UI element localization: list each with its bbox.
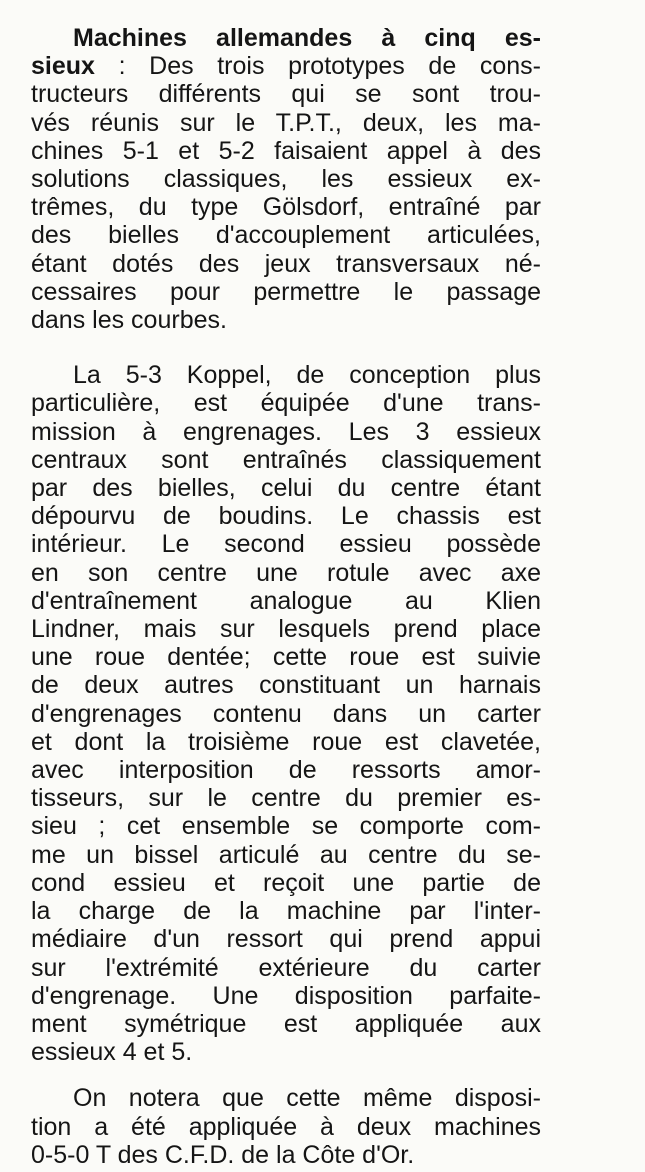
text-line: Machines allemandes à cinq es- <box>73 24 541 52</box>
text-line: centraux sont entraînés classiquement <box>31 445 541 474</box>
text-line: des bielles d'accouplement articulées, <box>31 221 541 250</box>
text-line: dans les courbes. <box>31 306 227 335</box>
text-line: tisseurs, sur le centre du premier es- <box>31 784 541 813</box>
text-line: d'engrenages contenu dans un carter <box>31 699 541 728</box>
text-line <box>31 52 541 80</box>
text-line: mission à engrenages. Les 3 essieux <box>31 417 541 446</box>
text-line: sur l'extrémité extérieure du carter <box>31 953 541 982</box>
text-line: dépourvu de boudins. Le chassis est <box>31 502 541 531</box>
bold-term: sieux <box>31 52 95 81</box>
text-line: cond essieu et reçoit une partie de <box>31 868 541 897</box>
text-line: me un bissel articulé au centre du se- <box>31 840 541 869</box>
text-line: cessaires pour permettre le passage <box>31 277 541 306</box>
text-line: en son centre une rotule avec axe <box>31 558 541 587</box>
text-line: ment symétrique est appliquée aux <box>31 1009 541 1038</box>
text-line: une roue dentée; cette roue est suivie <box>31 643 541 672</box>
text-line: de deux autres constituant un harnais <box>31 671 541 700</box>
text-line: par des bielles, celui du centre étant <box>31 474 541 503</box>
text-line: étant dotés des jeux transversaux né- <box>31 249 541 278</box>
text-line: Lindner, mais sur lesquels prend place <box>31 615 541 644</box>
text-line: d'entraînement analogue au Klien <box>31 586 541 615</box>
text-line: essieux 4 et 5. <box>31 1038 193 1067</box>
text-line: la charge de la machine par l'inter- <box>31 897 541 926</box>
text-line: intérieur. Le second essieu possède <box>31 530 541 559</box>
text-line: sieu ; cet ensemble se comporte com- <box>31 812 541 841</box>
text-line: vés réunis sur le T.P.T., deux, les ma- <box>31 108 541 137</box>
text-fragment: : Des trois prototypes de cons- <box>94 52 541 81</box>
paragraph-german-five-axle <box>31 24 541 334</box>
text-line: particulière, est équipée d'une trans- <box>31 389 541 418</box>
text-line: tructeurs différents qui se sont trou- <box>31 80 541 109</box>
text-line: tion a été appliquée à deux machines <box>31 1112 541 1141</box>
text-line: d'engrenage. Une disposition parfaite- <box>31 981 541 1010</box>
text-line: médiaire d'un ressort qui prend appui <box>31 925 541 954</box>
text-line: trêmes, du type Gölsdorf, entraîné par <box>31 193 541 222</box>
text-line: 0-5-0 T des C.F.D. de la Côte d'Or. <box>31 1140 415 1169</box>
paragraph-cfd-note <box>31 1084 541 1169</box>
text-line: et dont la troisième roue est clavetée, <box>31 727 541 756</box>
text-line: chines 5-1 et 5-2 faisaient appel à des <box>31 136 541 165</box>
paragraph-koppel <box>31 361 541 1066</box>
text-line: On notera que cette même disposi- <box>73 1084 541 1113</box>
text-line: solutions classiques, les essieux ex- <box>31 165 541 194</box>
text-line: avec interposition de ressorts amor- <box>31 756 541 785</box>
text-line: La 5-3 Koppel, de conception plus <box>73 361 541 390</box>
